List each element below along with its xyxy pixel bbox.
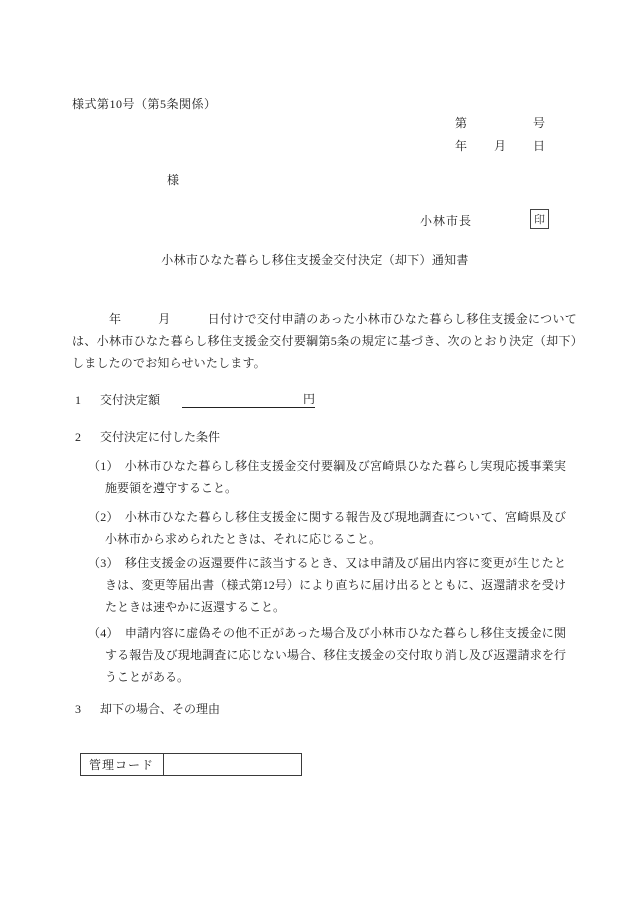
condition-item-1 [88, 455, 566, 499]
amount-unit: 円 [303, 392, 316, 406]
condition-1-text: 小林市ひなた暮らし移住支援金交付要綱及び宮崎県ひなた暮らし実現応援事業実施要領を遵守すること。 [105, 459, 566, 495]
body-paragraph: 年 月 日付けで交付申請のあった小林市ひなた暮らし移住支援金については、小林市ひなた暮らし移住支援金交付要綱第5条の規定に基づき、次のとおり決定（却下）しましたのでお知らせいたします。 [72, 312, 577, 370]
admin-code-table [80, 753, 302, 776]
condition-3-text: 移住支援金の返還要件に該当するとき、又は申請及び届出内容に変更が生じたときは、変更等届出書（様式第12号）により直ちに届け出るとともに、返還請求を受けたときは速やかに返還すること。 [105, 556, 566, 614]
form-number: 様式第10号（第5条関係） [72, 97, 217, 111]
section-3-heading [75, 700, 220, 717]
addressee-honorific: 様 [167, 173, 180, 187]
section-3-label: 却下の場合、その理由 [100, 702, 221, 716]
condition-4-number: （4） [88, 626, 119, 640]
document-number-line [455, 114, 545, 131]
date-year-label: 年 [455, 139, 468, 153]
section-2-number: 2 [75, 430, 81, 444]
amount-blank-underline [182, 390, 315, 408]
condition-item-4 [88, 622, 566, 688]
section-1-number: 1 [75, 393, 81, 407]
condition-1-number: （1） [88, 459, 119, 473]
condition-2-text: 小林市ひなた暮らし移住支援金に関する報告及び現地調査について、宮崎県及び小林市から求められたときは、それに応じること。 [105, 510, 566, 546]
condition-item-2 [88, 506, 566, 550]
doc-number-suffix: 号 [532, 116, 545, 130]
doc-number-prefix: 第 [455, 116, 468, 130]
date-day-label: 日 [532, 139, 545, 153]
condition-item-3-inner [88, 552, 566, 618]
section-2-heading [75, 428, 220, 445]
condition-item-3 [88, 552, 566, 618]
condition-4-text: 申請内容に虚偽その他不正があった場合及び小林市ひなた暮らし移住支援金に関する報告及び現地調査に応じない場合、移住支援金の交付取り消し及び返還請求を行うことがある。 [105, 626, 566, 684]
section-3-number: 3 [75, 702, 81, 716]
admin-code-row [81, 754, 302, 776]
seal-stamp [530, 209, 549, 229]
issue-date-line [455, 137, 545, 154]
condition-2-number: （2） [88, 510, 119, 524]
condition-item-4-inner [88, 622, 566, 688]
admin-code-value-cell [163, 754, 301, 776]
section-1-label: 交付決定額 [100, 393, 161, 407]
admin-code-label-cell: 管理コード [81, 754, 164, 776]
section-1-row [75, 390, 315, 408]
seal-character: 印 [534, 214, 545, 226]
sender-name: 小林市長 [420, 214, 473, 228]
condition-item-1-inner [88, 455, 566, 499]
condition-item-2-inner [88, 506, 566, 550]
document-title: 小林市ひなた暮らし移住支援金交付決定（却下）通知書 [161, 253, 469, 267]
date-month-label: 月 [493, 139, 506, 153]
condition-3-number: （3） [88, 556, 119, 570]
section-2-label: 交付決定に付した条件 [100, 430, 221, 444]
